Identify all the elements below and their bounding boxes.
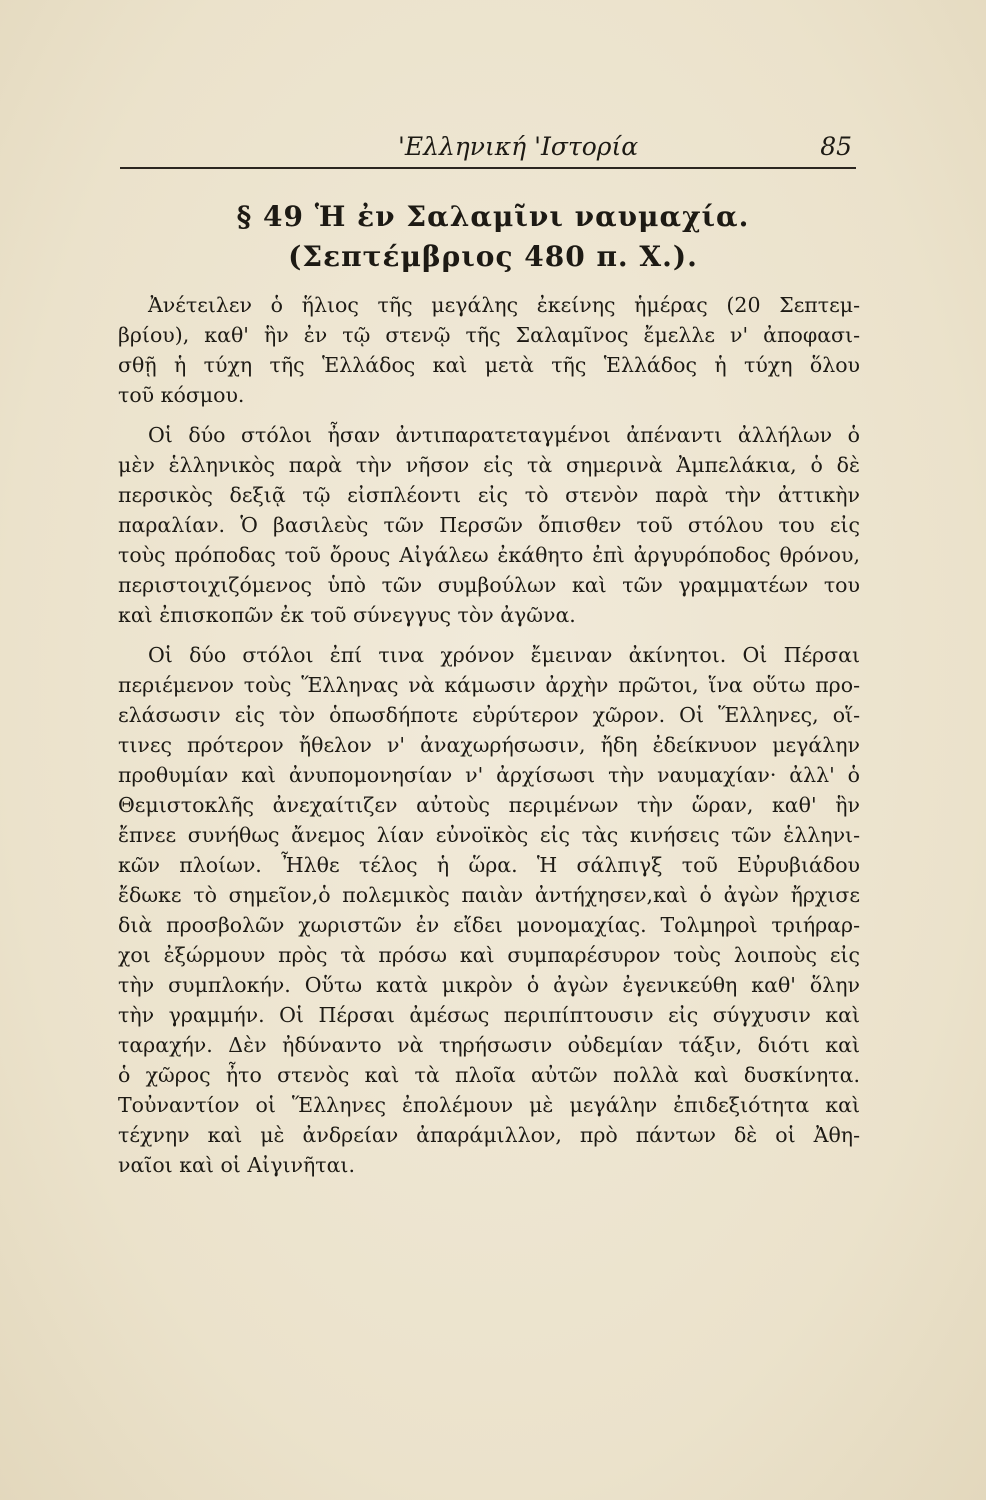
text-line: τὴν συμπλοκήν. Οὕτω κατὰ μικρὸν ὁ ἀγὼν ἐγενικεύθη καθ' ὅλην	[118, 973, 860, 997]
running-title: 'Ελληνική 'Ιστορία	[398, 132, 639, 161]
text-line: καὶ ἐπισκοπῶν ἐκ τοῦ σύνεγγυς τὸν ἀγῶνα.	[118, 603, 576, 627]
section-date: (Σεπτέμβριος 480 π. Χ.).	[288, 240, 698, 273]
text-line: προθυμίαν καὶ ἀνυπομονησίαν ν' ἀρχίσωσι τὴν ναυμαχίαν· ἀλλ' ὁ	[118, 763, 860, 787]
text-line: βρίου), καθ' ἣν ἐν τῷ στενῷ τῆς Σαλαμῖνος ἔμελλε ν' ἀποφασι-	[118, 323, 860, 347]
text-line: τοῦ κόσμου.	[118, 383, 245, 407]
text-line: τὴν γραμμήν. Οἱ Πέρσαι ἀμέσως περιπίπτουσιν εἰς σύγχυσιν καὶ	[118, 1003, 860, 1027]
text-line: Θεμιστοκλῆς ἀνεχαίτιζεν αὐτοὺς περιμένων τὴν ὥραν, καθ' ἣν	[118, 793, 860, 817]
text-line: διὰ προσβολῶν χωριστῶν ἐν εἴδει μονομαχίας. Τολμηροὶ τριήραρ-	[118, 913, 860, 937]
text-line: παραλίαν. Ὁ βασιλεὺς τῶν Περσῶν ὄπισθεν τοῦ στόλου του εἰς	[118, 513, 860, 537]
text-line: Ἀνέτειλεν ὁ ἥλιος τῆς μεγάλης ἐκείνης ἡμέρας (20 Σεπτεμ-	[148, 293, 860, 317]
text-line: τινες πρότερον ἤθελον ν' ἀναχωρήσωσιν, ἤδη ἐδείκνυον μεγάλην	[118, 733, 860, 757]
text-line: περιέμενον τοὺς Ἕλληνας νὰ κάμωσιν ἀρχὴν πρῶτοι, ἵνα οὕτω προ-	[118, 673, 860, 697]
text-line: τοὺς πρόποδας τοῦ ὄρους Αἰγάλεω ἐκάθητο ἐπὶ ἀργυρόποδος θρόνου,	[118, 543, 860, 567]
text-line: ὁ χῶρος ἦτο στενὸς καὶ τὰ πλοῖα αὐτῶν πολλὰ καὶ δυσκίνητα.	[118, 1063, 860, 1087]
text-line: ελάσωσιν εἰς τὸν ὁπωσδήποτε εὐρύτερον χῶρον. Οἱ Ἕλληνες, οἵ-	[118, 703, 860, 727]
text-line: περσικὸς δεξιᾷ τῷ εἰσπλέοντι εἰς τὸ στενὸν παρὰ τὴν ἀττικὴν	[118, 483, 860, 507]
text-line: Οἱ δύο στόλοι ἐπί τινα χρόνον ἔμειναν ἀκίνητοι. Οἱ Πέρσαι	[148, 643, 860, 667]
text-line: Τοὐναντίον οἱ Ἕλληνες ἐπολέμουν μὲ μεγάλην ἐπιδεξιότητα καὶ	[118, 1093, 860, 1117]
text-line: σθῇ ἡ τύχη τῆς Ἑλλάδος καὶ μετὰ τῆς Ἑλλάδος ἡ τύχη ὅλου	[118, 353, 860, 377]
body-text	[118, 290, 860, 1180]
text-line: κῶν πλοίων. Ἦλθε τέλος ἡ ὥρα. Ἡ σάλπιγξ τοῦ Εὐρυβιάδου	[118, 853, 860, 877]
text-line: ἔπνεε συνήθως ἄνεμος λίαν εὐνοϊκὸς εἰς τὰς κινήσεις τῶν ἑλληνι-	[118, 823, 860, 847]
text-line: ἔδωκε τὸ σημεῖον,ὁ πολεμικὸς παιὰν ἀντήχησεν,καὶ ὁ ἀγὼν ἤρχισε	[118, 883, 860, 907]
text-line: περιστοιχιζόμενος ὑπὸ τῶν συμβούλων καὶ τῶν γραμματέων του	[118, 573, 860, 597]
text-line: ναῖοι καὶ οἱ Αἰγινῆται.	[118, 1153, 355, 1177]
page-number: 85	[820, 132, 852, 161]
text-line: τέχνην καὶ μὲ ἀνδρείαν ἀπαράμιλλον, πρὸ πάντων δὲ οἱ Ἀθη-	[118, 1123, 860, 1147]
text-line: χοι ἐξώρμουν πρὸς τὰ πρόσω καὶ συμπαρέσυρον τοὺς λοιποὺς εἰς	[118, 943, 860, 967]
running-head	[120, 132, 860, 162]
text-line: ταραχήν. Δὲν ἠδύναντο νὰ τηρήσωσιν οὐδεμίαν τάξιν, διότι καὶ	[118, 1033, 860, 1057]
section-heading: § 49 Ἡ ἐν Σαλαμῖνι ναυμαχία.	[236, 200, 750, 233]
header-rule	[120, 167, 856, 169]
text-line: μὲν ἑλληνικὸς παρὰ τὴν νῆσον εἰς τὰ σημερινὰ Ἀμπελάκια, ὁ δὲ	[118, 453, 860, 477]
text-line: Οἱ δύο στόλοι ἦσαν ἀντιπαρατεταγμένοι ἀπέναντι ἀλλήλων ὁ	[148, 423, 860, 447]
